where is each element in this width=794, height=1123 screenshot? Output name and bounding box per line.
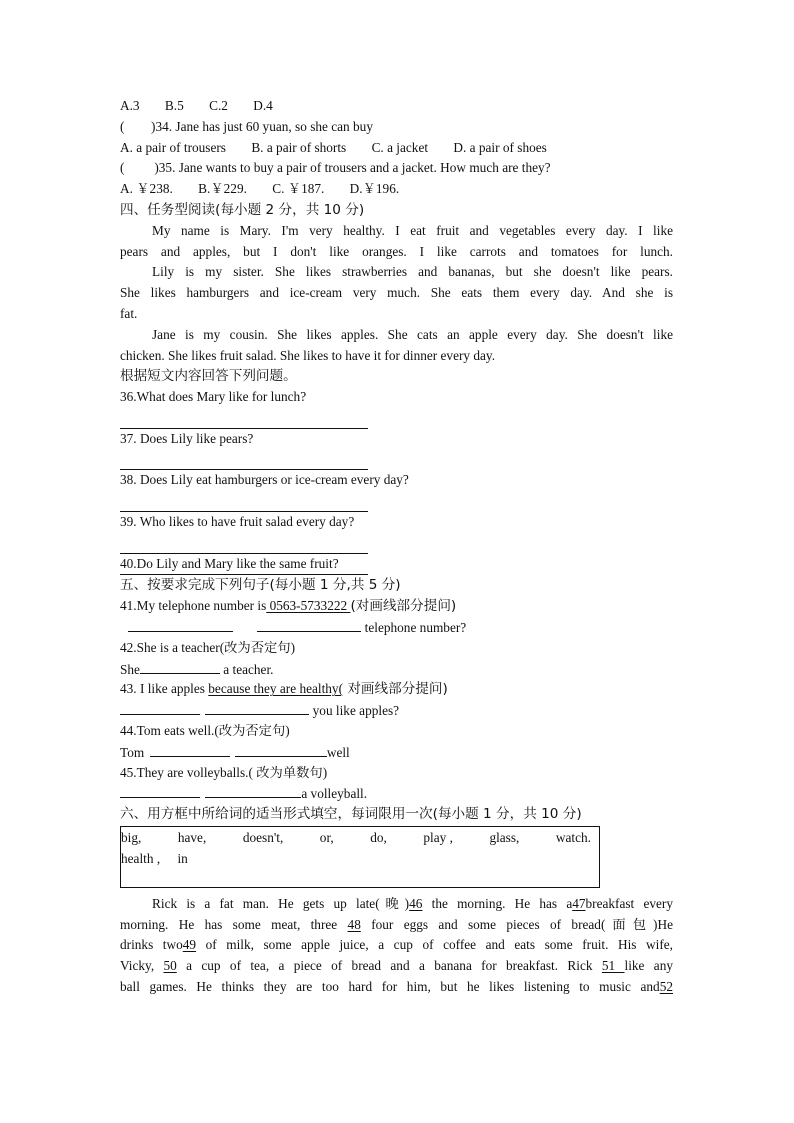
blank-52[interactable]: 52 (659, 979, 673, 995)
passage-text: morning. He has some meat, three (120, 916, 348, 932)
q33-option-b: B.5 (164, 98, 184, 113)
word-bank-item: have, (177, 829, 207, 845)
blank-field[interactable] (257, 617, 361, 632)
blank-field[interactable] (150, 742, 230, 757)
passage-text: Vicky, (120, 958, 164, 974)
q35-option-c: C. ￥187. (272, 181, 325, 197)
blank-field[interactable] (205, 700, 309, 715)
word-bank-row (121, 849, 599, 870)
q34-option-c: C. a jacket (371, 139, 429, 155)
question-39: 39. Who likes to have fruit salad every day? (120, 513, 355, 529)
section6-passage (120, 894, 673, 998)
q42-pre: She (120, 661, 140, 677)
passage-line (120, 894, 673, 915)
passage-text: drinks two (120, 937, 183, 953)
answer-line-39[interactable] (120, 533, 368, 554)
blank-field[interactable] (235, 742, 327, 757)
passage-text: the morning. He has a (422, 895, 573, 911)
passage-text: like any (624, 958, 673, 974)
section5-title (120, 574, 401, 596)
question-37: 37. Does Lily like pears? (120, 430, 254, 446)
blank-field[interactable] (128, 617, 233, 632)
q44-pre: Tom (120, 744, 148, 760)
section4-instruction: 根据短文内容回答下列问题。 (120, 368, 297, 385)
q43-underlined: because they are healthy( (208, 681, 344, 697)
blank-field[interactable] (205, 783, 301, 798)
q44-stem: 44.Tom eats well.(改为否定句) (120, 722, 290, 738)
word-bank-item: health , (121, 850, 161, 866)
q35-option-d: D.￥196. (349, 181, 400, 197)
passage-text: ball games. He thinks they are too hard for him, but he likes listening to music and (120, 979, 660, 995)
q34-option-d: D. a pair of shoes (453, 139, 547, 155)
q34-stem (120, 117, 673, 138)
q42-post: a teacher. (219, 661, 274, 677)
passage-line: Lily is my sister. She likes strawberries and bananas, but she doesn't like pears. (152, 264, 673, 280)
word-bank-row (121, 828, 591, 849)
q41-tail: telephone number? (364, 619, 467, 635)
passage-line (120, 977, 673, 998)
q33-option-c: C.2 (209, 98, 228, 113)
answer-line-38[interactable] (120, 491, 368, 512)
q45-stem: 45.They are volleyballs.( 改为单数句) (120, 764, 328, 780)
q43-stem (120, 679, 673, 700)
answer-line-36[interactable] (120, 408, 368, 429)
answer-line-37[interactable] (120, 450, 368, 471)
q44-answer-row (120, 742, 673, 763)
q35-options (120, 179, 673, 200)
word-bank-item: doesn't, (242, 829, 284, 845)
word-bank-box (120, 826, 600, 888)
q35-question: 35. Jane wants to buy a pair of trousers and a jacket. How much are they? (158, 160, 551, 176)
q35-stem (120, 158, 673, 179)
word-bank-item: in (177, 850, 188, 866)
q45-answer-row (120, 783, 673, 804)
blank-50[interactable]: 50 (163, 958, 177, 974)
question-38: 38. Does Lily eat hamburgers or ice-cream every day? (120, 472, 409, 488)
q34-options (120, 138, 673, 159)
q42-stem: 42.She is a teacher(改为否定句) (120, 639, 296, 655)
q33-option-d: D.4 (253, 98, 273, 113)
q41-stem (120, 596, 673, 617)
passage-line: chicken. She likes fruit salad. She likes to have it for dinner every day. (120, 347, 496, 363)
q44-post: well (326, 744, 350, 760)
q34-option-b: B. a pair of shorts (251, 139, 347, 155)
q41-text: 41.My telephone number is (120, 598, 267, 614)
section4-title: 四、任务型阅读(每小题 2 分，共 10 分) (120, 201, 365, 218)
section4-passage (120, 221, 673, 367)
passage-line (120, 956, 673, 977)
q43-text: 43. I like apples (120, 681, 209, 697)
passage-line: My name is Mary. I'm very healthy. I eat fruit and vegetables every day. I like (152, 222, 673, 238)
question-40: 40.Do Lily and Mary like the same fruit? (120, 555, 339, 571)
q33-option-a: A.3 (120, 98, 140, 113)
q34-option-a: A. a pair of trousers (120, 139, 226, 155)
passage-line: fat. (120, 305, 138, 321)
q34-question: 34. Jane has just 60 yuan, so she can buy (155, 118, 373, 134)
q34-answer-paren[interactable]: ( ) (120, 118, 156, 134)
q43-instruction: 对画线部分提问) (343, 681, 448, 698)
section6-title: 六、用方框中所给词的适当形式填空，每词限用一次(每小题 1 分，共 10 分) (120, 806, 582, 823)
word-bank-item: watch. (555, 829, 591, 845)
q33-options (120, 96, 673, 117)
blank-46[interactable]: 46 (409, 895, 423, 911)
q43-answer-row (120, 700, 673, 721)
passage-text: four eggs and some pieces of bread(面包)He (360, 916, 673, 932)
section5-title-text: 五、按要求完成下列句子(每小题 1 分,共 5 分) (120, 577, 401, 594)
question-36: 36.What does Mary like for lunch? (120, 389, 307, 405)
q42-answer-row (120, 659, 673, 680)
blank-48[interactable]: 48 (347, 916, 361, 932)
q41-answer-row (120, 617, 673, 638)
q41-instruction: (对画线部分提问) (350, 598, 457, 615)
q35-option-b: B.￥229. (198, 181, 247, 197)
q35-answer-paren[interactable]: ( ) (120, 160, 159, 176)
q45-tail: a volleyball. (301, 786, 368, 802)
passage-text: breakfast every (585, 895, 673, 911)
word-bank-item: big, (121, 829, 142, 845)
passage-text: Rick is a fat man. He gets up late(晚) (152, 895, 410, 911)
blank-field[interactable] (140, 659, 220, 674)
blank-51[interactable]: 51 (601, 958, 625, 974)
passage-line: She likes hamburgers and ice-cream very much. She eats them every day. And she is (120, 285, 673, 301)
passage-text: of milk, some apple juice, a cup of coffee and eats some fruit. His wife, (196, 937, 673, 953)
page-content (120, 96, 673, 998)
blank-47[interactable]: 47 (572, 895, 586, 911)
blank-field[interactable] (120, 700, 200, 715)
word-bank-item: glass, (489, 829, 520, 845)
passage-line (120, 915, 673, 936)
word-bank-item: do, (370, 829, 387, 845)
q43-tail: you like apples? (309, 703, 400, 719)
word-bank-item: or, (319, 829, 334, 845)
word-bank-item: play , (423, 829, 453, 845)
passage-line: pears and apples, but I don't like oranges. I like carrots and tomatoes for lunch. (120, 243, 673, 259)
q41-underlined: 0563-5733222 (266, 598, 351, 614)
blank-field[interactable] (120, 783, 200, 798)
passage-line: Jane is my cousin. She likes apples. She cats an apple every day. She doesn't like (152, 326, 673, 342)
passage-text: a cup of tea, a piece of bread and a banana for breakfast. Rick (176, 958, 602, 974)
passage-line (120, 935, 673, 956)
q35-option-a: A. ￥238. (120, 181, 173, 197)
blank-49[interactable]: 49 (182, 937, 197, 953)
